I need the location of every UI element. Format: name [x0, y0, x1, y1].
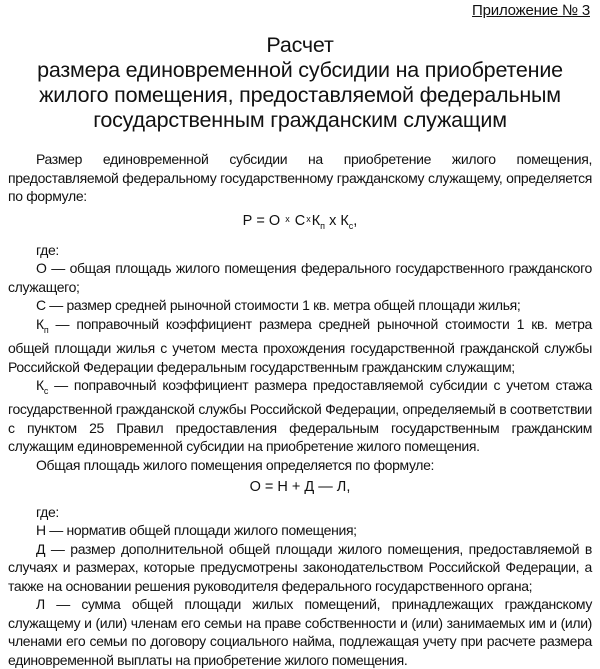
area-formula: О = Н + Д — Л, [249, 479, 351, 496]
definition-o: О — общая площадь жилого помещения федерального государственного гражданского служащего; [8, 260, 592, 295]
kc-symbol [36, 377, 48, 396]
area-intro-paragraph: Общая площадь жилого помещения определяется по формуле: [36, 456, 435, 473]
appendix-label: Приложение № 3 [472, 2, 590, 19]
where-label: где: [36, 241, 59, 258]
formula-k-sub: п [320, 220, 326, 231]
kn-text: — поправочный коэффициент размера средней рыночной стоимости 1 кв. метра общей площади жилья с учетом места прохождения государственной гражданской службы Российской Федерации федеральным государственным гражданским служащим; [8, 315, 592, 375]
kn-symbol [36, 315, 49, 335]
definition-d: Д — размер дополнительной общей площади жилого помещения, предоставляемой в случаях и размерах, которые предусмотрены законодательством Российской Федерации, а также на основании решения руководителя федерального государственного органа; [8, 540, 592, 594]
kc-letter: К [36, 377, 44, 394]
formula-lhs: Р = О [242, 212, 281, 229]
formula-times: x [306, 213, 311, 224]
subsidy-formula [8, 210, 592, 235]
title-line: размера единовременной субсидии на приобретение [37, 58, 563, 82]
kc-text: — поправочный коэффициент размера предоставляемой субсидии с учетом стажа государственной гражданской службы Российской Федерации, определяемый в соответствии с пунктом 25 Правил предоставления федеральным государственным гражданским служащим единовременной субсидии на приобретение жилого помещения. [8, 377, 592, 455]
definition-kn [8, 315, 592, 376]
intro-paragraph: Размер единовременной субсидии на приобретение жилого помещения, предоставляемой федеральному государственному гражданскому служащему, определяется по формуле: [8, 151, 592, 204]
formula-tail: , [353, 212, 358, 229]
formula-kc-sub: с [348, 220, 354, 231]
document-body [8, 150, 592, 669]
title-line: государственным гражданским служащим [93, 108, 507, 132]
formula-k: К [311, 212, 321, 229]
document-title [0, 33, 600, 133]
kn-subscript: п [43, 324, 49, 335]
definition-c: С — размер средней рыночной стоимости 1 кв. метра общей площади жилья; [36, 297, 521, 314]
definition-kc [8, 376, 592, 456]
title-line: жилого помещения, предоставляемой федеральным [39, 83, 561, 107]
formula-kc: К [340, 212, 349, 229]
definition-n: Н — норматив общей площади жилого помещения; [36, 522, 357, 539]
where-label: где: [36, 503, 59, 520]
formula-c: С [294, 212, 306, 229]
title-line: Расчет [266, 33, 334, 57]
kn-letter: К [36, 315, 44, 332]
formula-times: x [285, 213, 290, 224]
definition-l: Л — сумма общей площади жилых помещений, принадлежащих гражданскому служащему и (или) членам его семьи на праве собственности и (или) занимаемых им и (или) членами его семьи по договору социального найма, подлежащая учету при расчете размера единовременной выплаты на приобретение жилого помещения. [8, 596, 592, 668]
kc-subscript: с [43, 385, 48, 396]
formula-x: х [329, 212, 337, 229]
